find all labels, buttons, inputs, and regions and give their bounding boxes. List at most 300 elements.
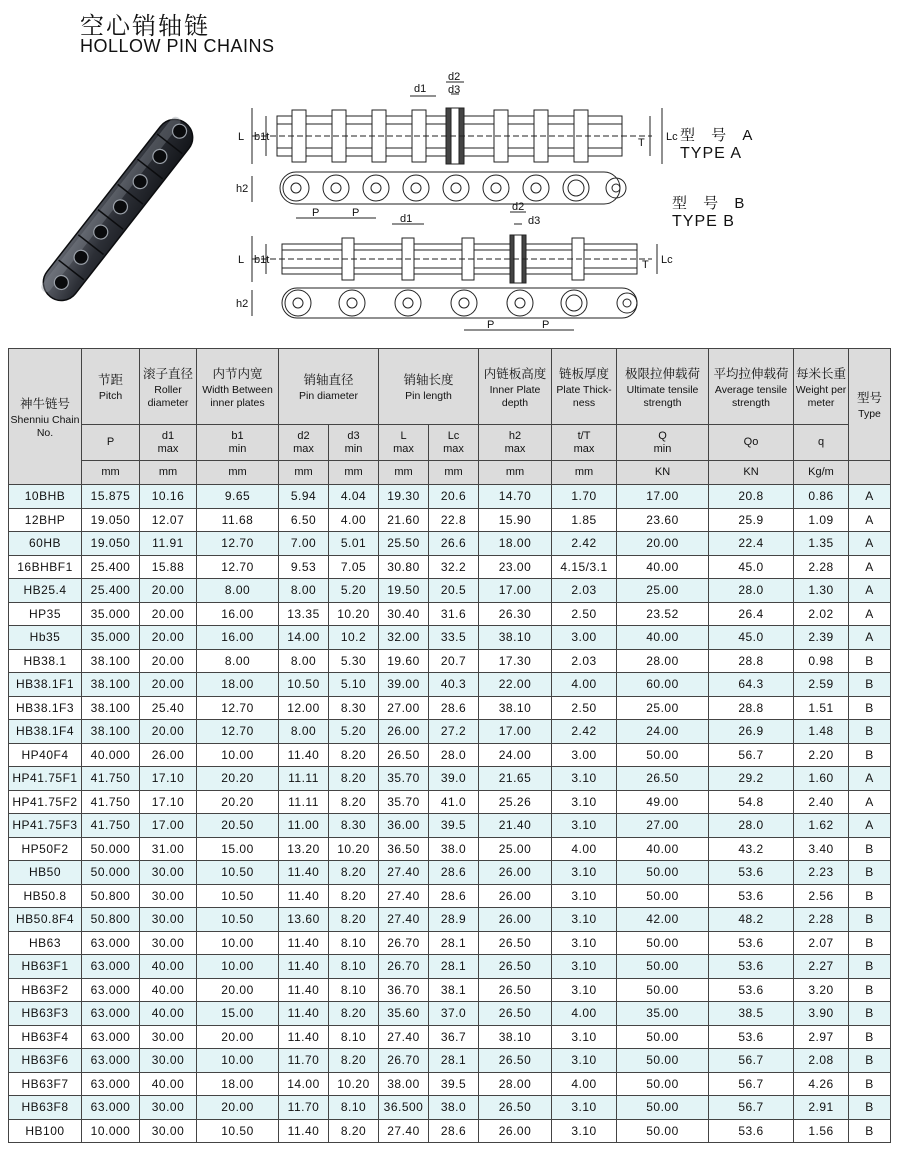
table-cell: 8.10	[329, 978, 379, 1002]
table-cell: 28.1	[429, 931, 479, 955]
table-cell: 2.03	[552, 649, 617, 673]
table-cell: 50.800	[82, 884, 140, 908]
table-cell: 35.70	[379, 790, 429, 814]
table-cell: 8.00	[279, 649, 329, 673]
table-cell: 11.40	[279, 955, 329, 979]
table-cell: 23.60	[617, 508, 709, 532]
th-chain-no: 神牛链号 Shenniu Chain No.	[9, 349, 82, 485]
table-cell: 10.20	[329, 1072, 379, 1096]
table-cell: 4.00	[552, 673, 617, 697]
table-cell: 8.10	[329, 931, 379, 955]
table-cell: 30.00	[140, 908, 197, 932]
table-cell: HB50.8F4	[9, 908, 82, 932]
table-cell: 27.40	[379, 1025, 429, 1049]
table-cell: 16.00	[197, 602, 279, 626]
table-row	[9, 790, 891, 814]
table-cell: 2.07	[794, 931, 849, 955]
table-cell: 25.26	[479, 790, 552, 814]
table-cell: 2.39	[794, 626, 849, 650]
table-row	[9, 673, 891, 697]
table-cell: 38.10	[479, 696, 552, 720]
table-cell: 3.10	[552, 1049, 617, 1073]
th-sym-d3: d3 min	[329, 425, 379, 461]
table-cell: 18.00	[479, 532, 552, 556]
table-cell: 3.10	[552, 1025, 617, 1049]
table-cell: 27.40	[379, 1119, 429, 1143]
table-cell: 11.91	[140, 532, 197, 556]
table-cell: 4.26	[794, 1072, 849, 1096]
table-cell: 53.6	[709, 978, 794, 1002]
dim-d2-b: d2	[512, 201, 525, 213]
table-cell: 56.7	[709, 1096, 794, 1120]
table-cell: 26.50	[479, 955, 552, 979]
table-row	[9, 884, 891, 908]
table-cell: 63.000	[82, 955, 140, 979]
table-cell: 18.00	[197, 1072, 279, 1096]
table-cell: 2.42	[552, 720, 617, 744]
th-type: 型号 Type	[849, 349, 891, 461]
table-cell: 41.750	[82, 790, 140, 814]
table-cell: 11.40	[279, 1002, 329, 1026]
table-cell: 2.23	[794, 861, 849, 885]
table-cell: 50.00	[617, 1072, 709, 1096]
table-cell: 20.00	[197, 978, 279, 1002]
th-unit-L: mm	[379, 461, 429, 485]
table-cell: HB38.1F4	[9, 720, 82, 744]
table-cell: 36.00	[379, 814, 429, 838]
table-cell: 53.6	[709, 1119, 794, 1143]
table-cell: 36.7	[429, 1025, 479, 1049]
table-cell: 17.00	[140, 814, 197, 838]
table-cell: 8.20	[329, 790, 379, 814]
table-cell: 26.50	[617, 767, 709, 791]
table-cell: 50.00	[617, 884, 709, 908]
table-cell: 2.28	[794, 555, 849, 579]
table-cell: 0.98	[794, 649, 849, 673]
table-cell: B	[849, 696, 891, 720]
table-cell: 1.09	[794, 508, 849, 532]
table-cell: 20.00	[617, 532, 709, 556]
table-cell: 16BHBF1	[9, 555, 82, 579]
table-cell: HB63F6	[9, 1049, 82, 1073]
table-cell: Hb35	[9, 626, 82, 650]
table-cell: 28.0	[709, 814, 794, 838]
spec-table-body	[9, 485, 891, 1143]
table-cell: 24.00	[617, 720, 709, 744]
table-cell: 5.10	[329, 673, 379, 697]
table-cell: 26.50	[479, 1002, 552, 1026]
table-cell: 3.10	[552, 884, 617, 908]
table-cell: 27.40	[379, 884, 429, 908]
table-cell: 12.70	[197, 532, 279, 556]
table-cell: 56.7	[709, 1072, 794, 1096]
table-cell: 16.00	[197, 626, 279, 650]
table-cell: 26.50	[479, 931, 552, 955]
table-cell: B	[849, 861, 891, 885]
table-cell: HB38.1F3	[9, 696, 82, 720]
table-cell: 35.00	[617, 1002, 709, 1026]
table-cell: 15.88	[140, 555, 197, 579]
table-cell: 28.6	[429, 884, 479, 908]
table-cell: 28.6	[429, 861, 479, 885]
table-cell: 37.0	[429, 1002, 479, 1026]
table-cell: B	[849, 955, 891, 979]
table-cell: A	[849, 814, 891, 838]
table-cell: 12.00	[279, 696, 329, 720]
table-cell: HP50F2	[9, 837, 82, 861]
table-row	[9, 955, 891, 979]
table-cell: 25.00	[617, 696, 709, 720]
table-cell: 10.50	[197, 1119, 279, 1143]
table-cell: 50.000	[82, 861, 140, 885]
table-cell: 31.6	[429, 602, 479, 626]
table-cell: 26.50	[479, 1049, 552, 1073]
table-cell: 24.00	[479, 743, 552, 767]
table-cell: A	[849, 790, 891, 814]
table-cell: 53.6	[709, 931, 794, 955]
table-cell: 38.100	[82, 720, 140, 744]
th-unit-q: Kg/m	[794, 461, 849, 485]
table-cell: 22.8	[429, 508, 479, 532]
table-cell: 40.00	[617, 626, 709, 650]
table-cell: 50.00	[617, 1049, 709, 1073]
table-cell: 10.00	[197, 955, 279, 979]
th-unit-h2: mm	[479, 461, 552, 485]
table-cell: 26.00	[140, 743, 197, 767]
table-cell: B	[849, 743, 891, 767]
table-cell: 63.000	[82, 1002, 140, 1026]
table-cell: 60HB	[9, 532, 82, 556]
table-cell: 20.50	[197, 814, 279, 838]
table-cell: 50.00	[617, 978, 709, 1002]
table-cell: 1.35	[794, 532, 849, 556]
table-cell: 36.50	[379, 837, 429, 861]
table-cell: 26.00	[479, 1119, 552, 1143]
table-cell: 25.40	[140, 696, 197, 720]
table-cell: 2.50	[552, 696, 617, 720]
table-cell: B	[849, 720, 891, 744]
table-cell: 30.00	[140, 1119, 197, 1143]
table-cell: 28.8	[709, 696, 794, 720]
table-row	[9, 908, 891, 932]
table-cell: 25.00	[617, 579, 709, 603]
dim-d3-a: d3	[448, 84, 461, 96]
table-cell: 39.0	[429, 767, 479, 791]
table-cell: 3.10	[552, 861, 617, 885]
table-cell: 11.40	[279, 1025, 329, 1049]
table-cell: 28.8	[709, 649, 794, 673]
table-cell: 1.60	[794, 767, 849, 791]
table-cell: 17.30	[479, 649, 552, 673]
table-row	[9, 767, 891, 791]
table-cell: 39.00	[379, 673, 429, 697]
table-cell: 15.875	[82, 485, 140, 509]
th-unit-type	[849, 461, 891, 485]
table-row	[9, 1072, 891, 1096]
table-cell: 11.70	[279, 1096, 329, 1120]
table-cell: 3.10	[552, 955, 617, 979]
table-cell: 20.00	[140, 579, 197, 603]
table-cell: 12.70	[197, 720, 279, 744]
table-cell: 5.30	[329, 649, 379, 673]
page-title-en: HOLLOW PIN CHAINS	[80, 36, 275, 56]
table-row	[9, 978, 891, 1002]
table-cell: B	[849, 1049, 891, 1073]
table-cell: 10.00	[197, 931, 279, 955]
table-cell: 40.00	[617, 555, 709, 579]
table-cell: 38.0	[429, 1096, 479, 1120]
table-cell: 40.00	[140, 978, 197, 1002]
table-cell: 2.91	[794, 1096, 849, 1120]
table-cell: B	[849, 1119, 891, 1143]
table-cell: 11.40	[279, 931, 329, 955]
table-cell: 27.00	[379, 696, 429, 720]
table-cell: B	[849, 1025, 891, 1049]
table-cell: 30.80	[379, 555, 429, 579]
th-pin-length: 销轴长度 Pin length	[379, 349, 479, 425]
table-cell: 63.000	[82, 931, 140, 955]
table-cell: 36.500	[379, 1096, 429, 1120]
table-cell: 43.2	[709, 837, 794, 861]
th-average: 平均拉伸载荷 Average tensile strength	[709, 349, 794, 425]
table-cell: 28.9	[429, 908, 479, 932]
table-cell: 53.6	[709, 1025, 794, 1049]
table-cell: 20.20	[197, 767, 279, 791]
table-row	[9, 696, 891, 720]
table-cell: 30.40	[379, 602, 429, 626]
table-cell: 38.1	[429, 978, 479, 1002]
table-cell: 22.4	[709, 532, 794, 556]
table-cell: 10.00	[197, 743, 279, 767]
th-unit-d3: mm	[329, 461, 379, 485]
table-cell: 26.30	[479, 602, 552, 626]
table-cell: 4.00	[552, 1002, 617, 1026]
th-sym-Qo: Qo	[709, 425, 794, 461]
table-cell: 30.00	[140, 1096, 197, 1120]
table-cell: 3.10	[552, 1119, 617, 1143]
table-row	[9, 1002, 891, 1026]
table-cell: 15.00	[197, 837, 279, 861]
table-cell: 38.10	[479, 626, 552, 650]
th-sym-roller: d1 max	[140, 425, 197, 461]
table-cell: 14.70	[479, 485, 552, 509]
table-cell: 1.56	[794, 1119, 849, 1143]
table-row	[9, 1096, 891, 1120]
table-row	[9, 1025, 891, 1049]
table-cell: 42.00	[617, 908, 709, 932]
table-cell: 30.00	[140, 931, 197, 955]
table-cell: 3.10	[552, 931, 617, 955]
table-cell: 8.20	[329, 861, 379, 885]
table-cell: 19.30	[379, 485, 429, 509]
table-cell: HB50.8	[9, 884, 82, 908]
table-cell: 36.70	[379, 978, 429, 1002]
table-cell: 27.40	[379, 908, 429, 932]
table-cell: 28.6	[429, 1119, 479, 1143]
table-cell: 20.00	[140, 673, 197, 697]
table-cell: 23.52	[617, 602, 709, 626]
table-cell: 50.00	[617, 1119, 709, 1143]
table-cell: 2.97	[794, 1025, 849, 1049]
table-cell: 29.2	[709, 767, 794, 791]
table-cell: 27.40	[379, 861, 429, 885]
table-cell: B	[849, 1002, 891, 1026]
table-cell: 20.00	[140, 649, 197, 673]
table-row	[9, 649, 891, 673]
table-cell: 20.7	[429, 649, 479, 673]
table-cell: 39.5	[429, 814, 479, 838]
table-cell: 40.00	[140, 1072, 197, 1096]
table-cell: 22.00	[479, 673, 552, 697]
table-cell: B	[849, 837, 891, 861]
table-cell: 54.8	[709, 790, 794, 814]
table-cell: 21.65	[479, 767, 552, 791]
dim-P-b2: P	[542, 319, 550, 331]
table-cell: HB63	[9, 931, 82, 955]
table-row	[9, 931, 891, 955]
table-cell: 50.00	[617, 931, 709, 955]
table-cell: 3.10	[552, 767, 617, 791]
table-cell: 30.00	[140, 861, 197, 885]
table-cell: 33.5	[429, 626, 479, 650]
table-cell: A	[849, 767, 891, 791]
table-cell: 26.00	[479, 884, 552, 908]
table-cell: 10.2	[329, 626, 379, 650]
dim-P-a1: P	[312, 207, 320, 219]
table-cell: 0.86	[794, 485, 849, 509]
table-cell: B	[849, 978, 891, 1002]
table-cell: 2.02	[794, 602, 849, 626]
table-cell: 26.70	[379, 931, 429, 955]
table-cell: 8.20	[329, 1049, 379, 1073]
dim-L-a: L	[238, 131, 245, 143]
table-cell: 53.6	[709, 884, 794, 908]
table-cell: 49.00	[617, 790, 709, 814]
dim-b1t-b: b1t	[254, 254, 270, 266]
table-cell: 3.10	[552, 814, 617, 838]
table-cell: HB63F3	[9, 1002, 82, 1026]
th-pin-diameter: 销轴直径 Pin diameter	[279, 349, 379, 425]
dim-b1t-a: b1t	[254, 131, 270, 143]
table-cell: 26.50	[479, 978, 552, 1002]
table-cell: 19.50	[379, 579, 429, 603]
table-cell: B	[849, 1072, 891, 1096]
table-cell: 1.30	[794, 579, 849, 603]
table-cell: 17.00	[479, 720, 552, 744]
table-row	[9, 743, 891, 767]
table-cell: 14.00	[279, 626, 329, 650]
table-cell: 10.50	[197, 908, 279, 932]
table-cell: B	[849, 931, 891, 955]
table-cell: 2.56	[794, 884, 849, 908]
dim-P-b1: P	[487, 319, 495, 331]
table-cell: 7.00	[279, 532, 329, 556]
th-unit-d2: mm	[279, 461, 329, 485]
table-cell: 8.30	[329, 814, 379, 838]
type-b-label	[672, 192, 750, 231]
table-cell: B	[849, 649, 891, 673]
table-cell: 2.27	[794, 955, 849, 979]
table-cell: 11.40	[279, 884, 329, 908]
table-cell: 11.00	[279, 814, 329, 838]
table-cell: 26.00	[479, 861, 552, 885]
table-row	[9, 602, 891, 626]
th-width: 内节内宽 Width Between inner plates	[197, 349, 279, 425]
th-sym-L: L max	[379, 425, 429, 461]
dim-T-b: T	[642, 259, 649, 271]
table-cell: 3.00	[552, 626, 617, 650]
th-unit-pitch: mm	[82, 461, 140, 485]
table-cell: 4.00	[552, 837, 617, 861]
th-pitch: 节距 Pitch	[82, 349, 140, 425]
table-cell: 17.00	[479, 579, 552, 603]
table-row	[9, 720, 891, 744]
table-cell: 1.70	[552, 485, 617, 509]
table-cell: 25.400	[82, 579, 140, 603]
table-cell: 28.1	[429, 955, 479, 979]
th-ultimate: 极限拉伸载荷 Ultimate tensile strength	[617, 349, 709, 425]
table-cell: 13.60	[279, 908, 329, 932]
table-row	[9, 626, 891, 650]
th-sym-tT: t/T max	[552, 425, 617, 461]
table-cell: 19.050	[82, 532, 140, 556]
table-cell: 11.40	[279, 861, 329, 885]
table-cell: HB50	[9, 861, 82, 885]
table-cell: HB63F7	[9, 1072, 82, 1096]
table-cell: 12.07	[140, 508, 197, 532]
table-cell: 32.00	[379, 626, 429, 650]
table-cell: A	[849, 508, 891, 532]
table-cell: 3.10	[552, 978, 617, 1002]
table-cell: 11.70	[279, 1049, 329, 1073]
table-cell: 38.5	[709, 1002, 794, 1026]
table-cell: 11.40	[279, 743, 329, 767]
th-unit-tT: mm	[552, 461, 617, 485]
table-cell: 50.00	[617, 1025, 709, 1049]
table-cell: 28.0	[709, 579, 794, 603]
table-row	[9, 579, 891, 603]
table-cell: B	[849, 884, 891, 908]
table-cell: 4.00	[552, 1072, 617, 1096]
table-cell: 5.20	[329, 720, 379, 744]
dim-P-a2: P	[352, 207, 360, 219]
table-cell: HB63F8	[9, 1096, 82, 1120]
table-cell: 30.00	[140, 884, 197, 908]
th-sym-pitch: P	[82, 425, 140, 461]
table-cell: 38.100	[82, 696, 140, 720]
table-cell: 2.59	[794, 673, 849, 697]
table-cell: HB25.4	[9, 579, 82, 603]
table-cell: B	[849, 908, 891, 932]
table-cell: 53.6	[709, 955, 794, 979]
th-plate-thickness: 链板厚度 Plate Thick- ness	[552, 349, 617, 425]
table-cell: 1.51	[794, 696, 849, 720]
table-cell: 41.750	[82, 767, 140, 791]
table-row	[9, 1049, 891, 1073]
table-cell: 2.20	[794, 743, 849, 767]
table-cell: 14.00	[279, 1072, 329, 1096]
table-cell: 28.1	[429, 1049, 479, 1073]
table-cell: 30.00	[140, 1049, 197, 1073]
table-cell: 48.2	[709, 908, 794, 932]
th-sym-Lc: Lc max	[429, 425, 479, 461]
table-cell: 2.08	[794, 1049, 849, 1073]
table-cell: 35.000	[82, 626, 140, 650]
table-cell: 40.00	[140, 1002, 197, 1026]
table-cell: 56.7	[709, 743, 794, 767]
table-cell: 11.40	[279, 1119, 329, 1143]
table-cell: 11.68	[197, 508, 279, 532]
